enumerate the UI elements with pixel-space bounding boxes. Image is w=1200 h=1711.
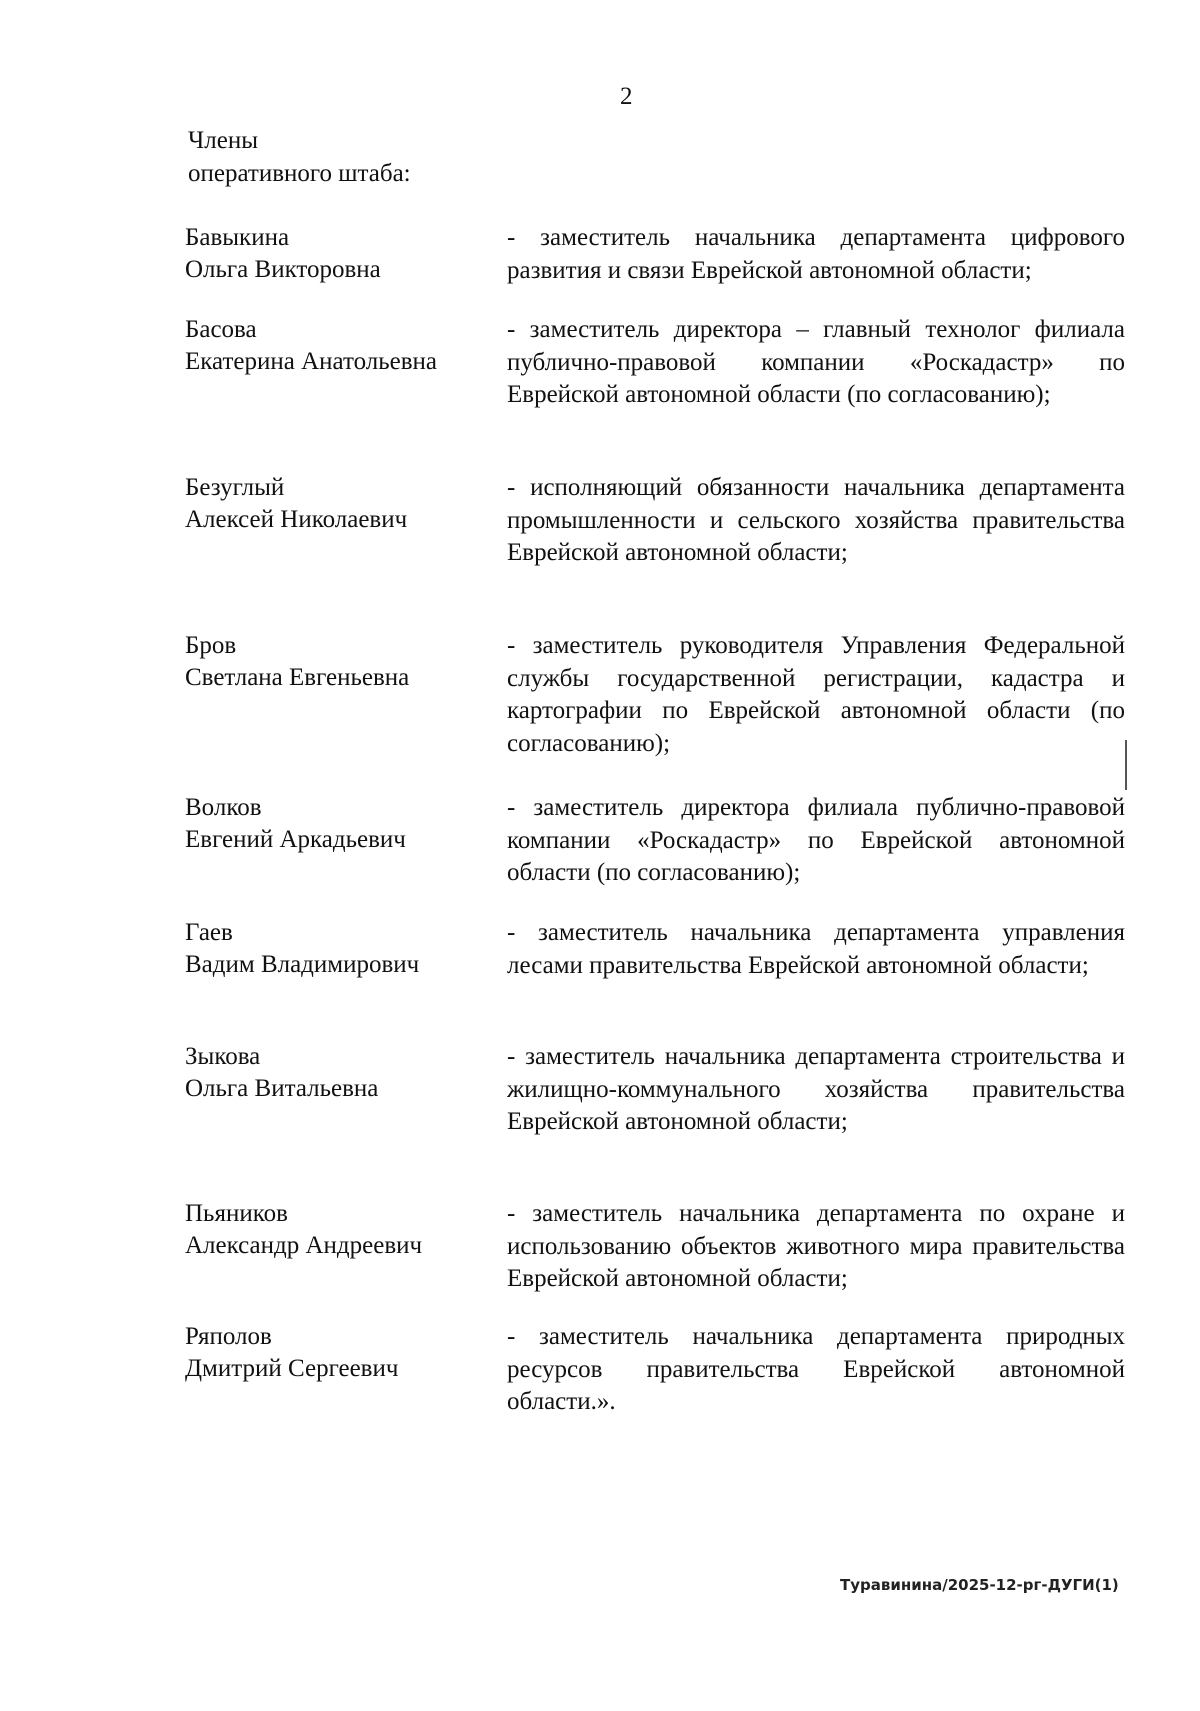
member-given-names: Екатерина Анатольевна bbox=[185, 348, 438, 375]
page-number: 2 bbox=[620, 83, 633, 110]
member-role: - заместитель директора – главный технолог филиала публично-правовой компании «Роскадастр» по Еврейской автономной области (по согласованию); bbox=[507, 316, 1125, 408]
scan-artifact-line bbox=[1125, 740, 1127, 790]
member-role: - заместитель руководителя Управления Федеральной службы государственной регистрации, кадастра и картографии по Еврейской автономной области (по согласованию); bbox=[507, 632, 1125, 757]
member-given-names: Ольга Викторовна bbox=[185, 256, 381, 283]
member-name bbox=[185, 917, 485, 981]
member-given-names: Вадим Владимирович bbox=[185, 951, 420, 978]
member-given-names: Ольга Витальевна bbox=[185, 1075, 379, 1102]
member-given-names: Евгений Аркадьевич bbox=[185, 826, 406, 853]
member-role: - заместитель директора филиала публично-правовой компании «Роскадастр» по Еврейской автономной области (по согласованию); bbox=[507, 794, 1125, 886]
member-surname: Пьяников bbox=[185, 1200, 288, 1227]
member-role: - заместитель начальника департамента строительства и жилищно-коммунального хозяйства правительства Еврейской автономной области; bbox=[507, 1043, 1125, 1135]
member-given-names: Дмитрий Сергеевич bbox=[185, 1355, 399, 1382]
member-given-names: Александр Андреевич bbox=[185, 1232, 423, 1259]
member-given-names: Алексей Николаевич bbox=[185, 506, 408, 533]
member-surname: Ряполов bbox=[185, 1323, 272, 1350]
member-surname: Зыкова bbox=[185, 1043, 261, 1070]
document-reference: Туравинина/2025-12-рг-ДУГИ(1) bbox=[840, 1576, 1119, 1594]
member-surname: Бавыкина bbox=[185, 224, 290, 251]
member-name bbox=[185, 1321, 485, 1385]
member-name bbox=[185, 472, 485, 536]
member-given-names: Светлана Евгеньевна bbox=[185, 664, 410, 691]
member-name bbox=[185, 1041, 485, 1105]
member-surname: Волков bbox=[185, 794, 262, 821]
heading-line-2: оперативного штаба: bbox=[188, 160, 411, 187]
member-name bbox=[185, 222, 485, 286]
member-surname: Безуглый bbox=[185, 474, 285, 501]
member-name bbox=[185, 1198, 485, 1262]
member-role: - заместитель начальника департамента цифрового развития и связи Еврейской автономной области; bbox=[507, 224, 1125, 284]
member-name bbox=[185, 630, 485, 694]
member-role: - заместитель начальника департамента по охране и использованию объектов животного мира правительства Еврейской автономной области; bbox=[507, 1200, 1125, 1292]
heading-line-1: Члены bbox=[188, 127, 258, 154]
member-name bbox=[185, 792, 485, 856]
member-surname: Бров bbox=[185, 632, 237, 659]
member-role: - исполняющий обязанности начальника департамента промышленности и сельского хозяйства правительства Еврейской автономной области; bbox=[507, 474, 1125, 566]
section-heading bbox=[188, 124, 411, 190]
member-surname: Басова bbox=[185, 316, 257, 343]
member-role: - заместитель начальника департамента природных ресурсов правительства Еврейской автономной области.». bbox=[507, 1323, 1125, 1415]
member-role: - заместитель начальника департамента управления лесами правительства Еврейской автономной области; bbox=[507, 919, 1125, 979]
member-name bbox=[185, 314, 485, 378]
member-surname: Гаев bbox=[185, 919, 233, 946]
